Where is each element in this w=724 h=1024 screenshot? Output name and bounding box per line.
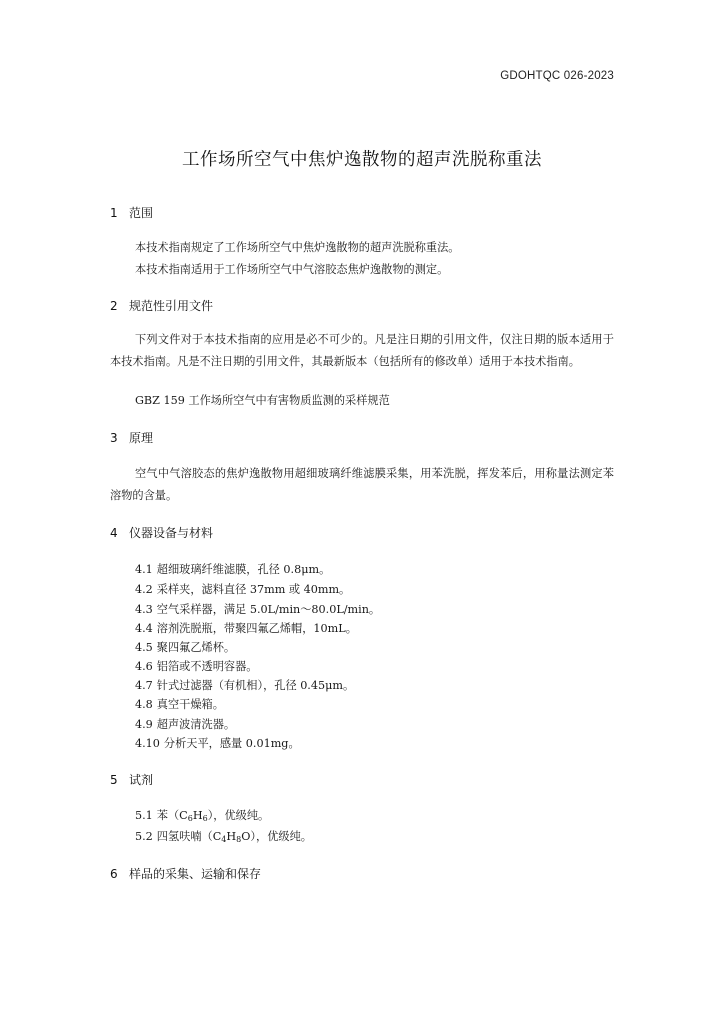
- section-number: 3: [110, 431, 118, 445]
- item-text: 分析天平，感量 0.01mg。: [163, 737, 300, 750]
- item-text: 真空干燥箱。: [156, 698, 224, 711]
- list-item: [135, 639, 235, 655]
- formula-text: H: [226, 830, 237, 843]
- document-title: 工作场所空气中焦炉逸散物的超声洗脱称重法: [182, 150, 542, 170]
- section-title: 原理: [129, 431, 154, 445]
- paragraph-line: 本技术指南适用于工作场所空气中气溶胶态焦炉逸散物的测定。: [135, 263, 449, 276]
- section-heading-principle: [110, 429, 153, 446]
- item-number: 4.3: [135, 603, 153, 616]
- formula-text: O），优级纯。: [241, 830, 312, 843]
- formula-subscript: 8: [236, 835, 242, 844]
- item-number: 4.8: [135, 698, 153, 711]
- section-heading-normative-references: [110, 297, 213, 314]
- list-item: [135, 581, 350, 597]
- item-number: 4.10: [135, 737, 160, 750]
- paragraph: 下列文件对于本技术指南的应用是必不可少的。凡是注日期的引用文件，仅注日期的版本适用于本技术指南。凡是不注日期的引用文件，其最新版本（包括所有的修改单）适用于本技术指南。: [110, 333, 614, 369]
- section-number: 2: [110, 299, 118, 313]
- list-item: [135, 620, 357, 636]
- formula-subscript: 4: [221, 835, 227, 844]
- reference-entry: GBZ 159 工作场所空气中有害物质监测的采样规范: [135, 394, 390, 407]
- item-number: 4.9: [135, 718, 153, 731]
- item-number: 4.6: [135, 660, 153, 673]
- list-item: [135, 828, 312, 844]
- standard-code: GDOHTQC 026-2023: [500, 70, 614, 82]
- list-item: [135, 696, 224, 712]
- list-item: [135, 561, 330, 577]
- item-text: 空气采样器，满足 5.0L/min～80.0L/min。: [156, 603, 381, 616]
- item-number: 5.1: [135, 809, 153, 822]
- item-text: 聚四氟乙烯杯。: [156, 641, 236, 654]
- section-heading-apparatus: [110, 524, 213, 541]
- item-number: 4.5: [135, 641, 153, 654]
- item-number: 5.2: [135, 830, 153, 843]
- section-title: 样品的采集、运输和保存: [129, 867, 262, 881]
- item-text: 超声波清洗器。: [156, 718, 236, 731]
- item-number: 4.7: [135, 679, 153, 692]
- item-number: 4.4: [135, 622, 153, 635]
- section-heading-scope: [110, 204, 153, 221]
- section-title: 规范性引用文件: [129, 299, 214, 313]
- section-title: 范围: [129, 206, 154, 220]
- section-title: 仪器设备与材料: [129, 526, 214, 540]
- paragraph: 空气中气溶胶态的焦炉逸散物用超细玻璃纤维滤膜采集，用苯洗脱，挥发苯后，用称量法测定苯溶物的含量。: [110, 467, 614, 503]
- item-text: 采样夹，滤料直径 37mm 或 40mm。: [156, 583, 351, 596]
- paragraph-line: 本技术指南规定了工作场所空气中焦炉逸散物的超声洗脱称重法。: [135, 241, 460, 254]
- section-number: 1: [110, 206, 118, 220]
- item-number: 4.1: [135, 563, 153, 576]
- item-text: 超细玻璃纤维滤膜，孔径 0.8μm。: [156, 563, 331, 576]
- section-number: 5: [110, 773, 118, 787]
- item-number: 4.2: [135, 583, 153, 596]
- section-title: 试剂: [129, 773, 154, 787]
- formula-text: 四氢呋喃（C: [156, 830, 222, 843]
- item-text: 铝箔或不透明容器。: [156, 660, 258, 673]
- item-text: 溶剂洗脱瓶，带聚四氟乙烯帽，10mL。: [156, 622, 357, 635]
- formula-subscript: 6: [187, 814, 193, 823]
- list-item: [135, 807, 269, 823]
- formula-text: 苯（C: [156, 809, 188, 822]
- section-number: 4: [110, 526, 118, 540]
- list-item: [135, 658, 258, 674]
- list-item: [135, 735, 300, 751]
- item-text: 针式过滤器（有机相），孔径 0.45μm。: [156, 679, 355, 692]
- section-number: 6: [110, 867, 118, 881]
- list-item: [135, 716, 235, 732]
- formula-subscript: 6: [202, 814, 208, 823]
- section-heading-reagents: [110, 771, 153, 788]
- formula-text: ），优级纯。: [207, 809, 270, 822]
- section-heading-sampling: [110, 865, 261, 882]
- list-item: [135, 601, 380, 617]
- list-item: [135, 677, 354, 693]
- formula-text: H: [192, 809, 203, 822]
